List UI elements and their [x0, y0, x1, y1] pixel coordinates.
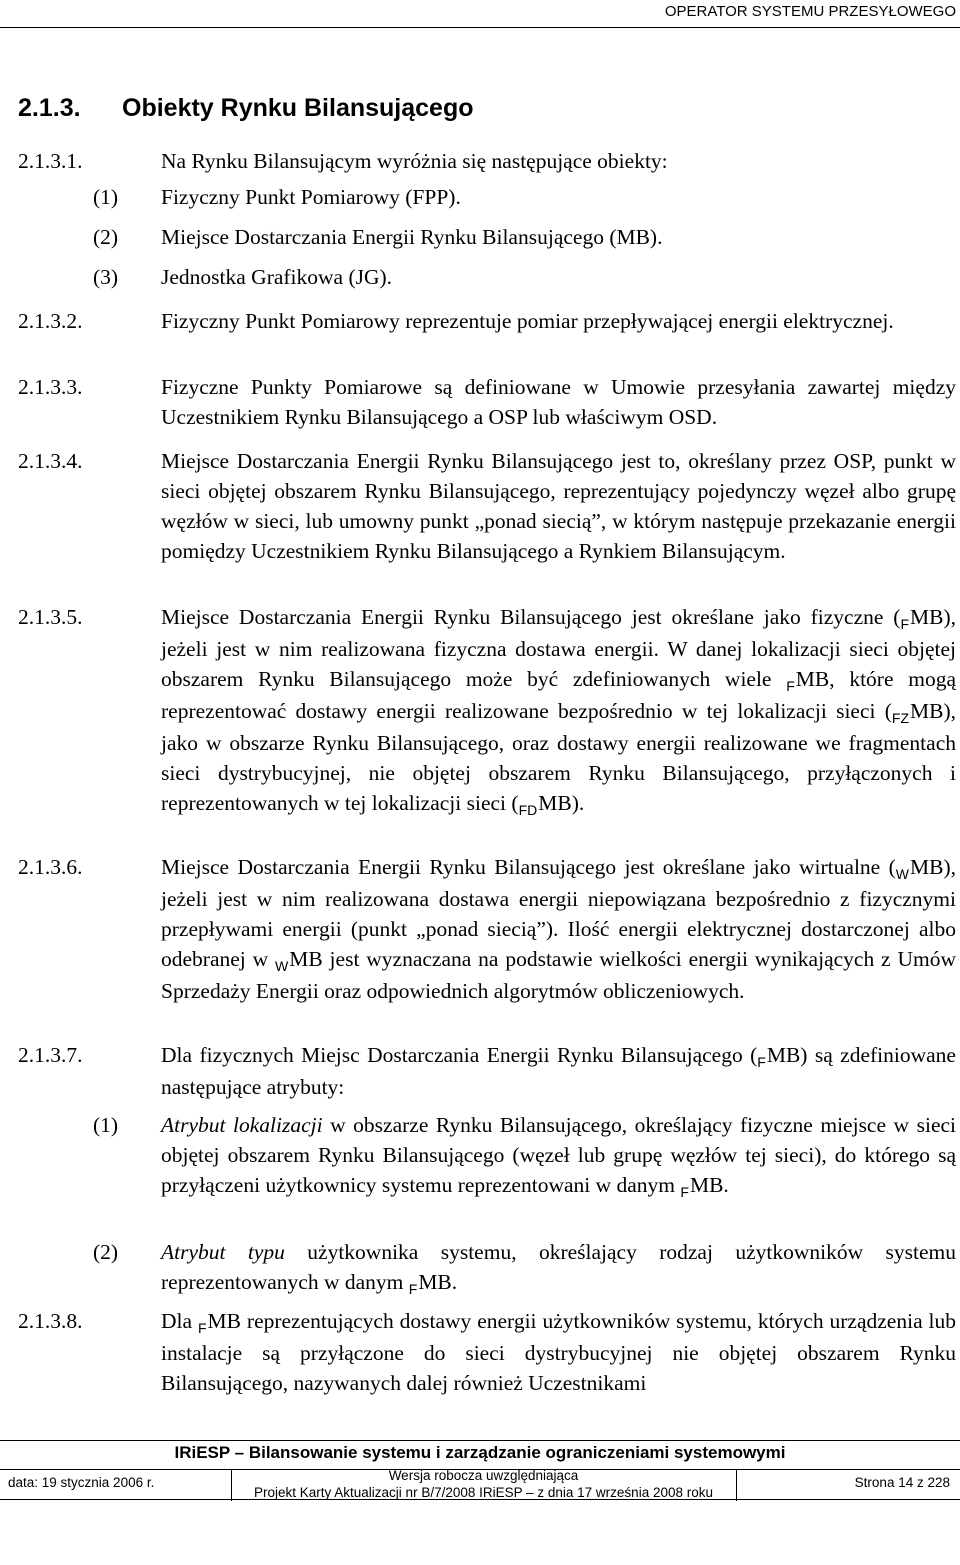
paragraph-number: 2.1.3.1.	[18, 149, 83, 173]
list-item-2	[18, 222, 956, 252]
footer-title: IRiESP – Bilansowanie systemu i zarządzanie ograniczeniami systemowymi	[174, 1443, 786, 1462]
list-item-text: Fizyczny Punkt Pomiarowy (FPP).	[161, 185, 461, 209]
text-run: MB.	[689, 1173, 729, 1197]
list-item-number: (1)	[93, 1113, 119, 1137]
header-title: OPERATOR SYSTEMU PRZESYŁOWEGO	[664, 3, 956, 20]
text-run: MB), jako w obszarze Rynku Bilansującego, oraz dostawy energii realizowane we fragmentach sieci dystrybucyjnej, nie objętej obszarem Rynku Bilansującego, przyłączonych i reprezentowanych w tej lokalizacji sieci (	[161, 699, 956, 815]
subscript: W	[895, 866, 909, 882]
subscript: F	[757, 1054, 766, 1070]
paragraph-2-1-3-5	[18, 602, 956, 820]
text-run: Miejsce Dostarczania Energii Rynku Bilansującego jest określane jako wirtualne (	[161, 855, 896, 879]
list-item-number: (1)	[93, 185, 119, 209]
paragraph-2-1-3-1	[18, 146, 956, 176]
paragraph-text: Na Rynku Bilansującym wyróżnia się następujące obiekty:	[161, 149, 668, 173]
paragraph-2-1-3-2	[18, 306, 956, 336]
text-run: Dla fizycznych Miejsc Dostarczania Energii Rynku Bilansującego (	[161, 1043, 758, 1067]
attribute-item-2	[18, 1237, 956, 1299]
attribute-item-1	[18, 1110, 956, 1202]
text-run: Dla	[161, 1309, 198, 1333]
emphasis: Atrybut typu	[161, 1240, 285, 1264]
footer-date: data: 19 stycznia 2006 r.	[8, 1475, 155, 1490]
paragraph-2-1-3-6	[18, 852, 956, 1006]
paragraph-text	[161, 1040, 956, 1102]
paragraph-2-1-3-7	[18, 1040, 956, 1102]
subscript: F	[197, 1320, 207, 1336]
paragraph-2-1-3-4	[18, 446, 956, 566]
footer-page-number: Strona 14 z 228	[854, 1475, 950, 1490]
list-item-number: (2)	[93, 225, 119, 249]
subscript: FZ	[891, 710, 909, 726]
subscript: F	[786, 678, 795, 694]
paragraph-text: Fizyczny Punkt Pomiarowy reprezentuje pomiar przepływającej energii elektrycznej.	[161, 309, 894, 333]
footer-divider	[231, 1469, 232, 1501]
paragraph-number: 2.1.3.6.	[18, 855, 83, 879]
paragraph-number: 2.1.3.5.	[18, 605, 83, 629]
footer-version-line: Projekt Karty Aktualizacji nr B/7/2008 IRiESP – z dnia 17 września 2008 roku	[254, 1485, 713, 1500]
list-item-number: (3)	[93, 265, 119, 289]
subscript: FD	[518, 802, 538, 818]
footer-version	[236, 1467, 731, 1501]
footer-version-line: Wersja robocza uwzględniająca	[388, 1468, 579, 1483]
paragraph-text	[161, 1306, 956, 1398]
paragraph-number: 2.1.3.2.	[18, 309, 83, 333]
text-run: Miejsce Dostarczania Energii Rynku Bilansującego jest określane jako fizyczne (	[161, 605, 901, 629]
text-run: MB jest wyznaczana na podstawie wielkości energii wynikających z Umów Sprzedaży Energii oraz odpowiednich algorytmów obliczeniowych.	[161, 947, 956, 1003]
subscript: F	[680, 1184, 689, 1200]
paragraph-number: 2.1.3.4.	[18, 449, 83, 473]
subscript: F	[900, 616, 909, 632]
paragraph-text: Miejsce Dostarczania Energii Rynku Bilansującego jest to, określany przez OSP, punkt w sieci objętej obszarem Rynku Bilansującego, reprezentujący pojedynczy węzeł albo grupę węzłów w sieci, lub umowny punkt „ponad siecią”, w którym następuje przekazanie energii pomiędzy Uczestnikiem Rynku Bilansującego a Rynkiem Bilansującym.	[161, 449, 956, 563]
page-footer	[0, 1440, 960, 1500]
subscript: F	[408, 1281, 418, 1297]
text-run: MB, które mogą reprezentować dostawy energii realizowane bezpośrednio w tej lokalizacji sieci (	[161, 667, 956, 723]
text-run: MB).	[538, 791, 585, 815]
paragraph-text: Fizyczne Punkty Pomiarowe są definiowane w Umowie przesyłania zawartej między Uczestnikiem Rynku Bilansującego a OSP lub właściwym OSD.	[161, 375, 956, 429]
list-item-text	[161, 1110, 956, 1202]
text-run: MB reprezentujących dostawy energii użytkowników systemu, których urządzenia lub instalacje są przyłączone do sieci dystrybucyjnej nie objętej obszarem Rynku Bilansującego, nazywanych dalej również Uczestnikami	[161, 1309, 957, 1395]
paragraph-2-1-3-3	[18, 372, 956, 432]
text-run: MB), jeżeli jest w nim realizowana fizyczna dostawa energii. W danej lokalizacji sieci objętej obszarem Rynku Bilansującego może być zdefiniowanych wiele	[161, 605, 956, 691]
text-run: w obszarze Rynku Bilansującego, określający fizyczne miejsce w sieci objętej obszarem Rynku Bilansującego (węzeł lub grupę węzłów tej sieci), do którego są przyłączeni użytkownicy systemu reprezentowani w danym	[161, 1113, 956, 1197]
text-run: MB) są zdefiniowane następujące atrybuty:	[161, 1043, 956, 1099]
text-run: użytkownika systemu, określający rodzaj użytkowników systemu reprezentowanych w danym	[161, 1240, 956, 1294]
paragraph-number: 2.1.3.8.	[18, 1309, 83, 1333]
list-item-3	[18, 262, 956, 292]
paragraph-text	[161, 852, 956, 1006]
list-item-text: Jednostka Grafikowa (JG).	[161, 265, 393, 289]
emphasis: Atrybut lokalizacji	[161, 1113, 323, 1137]
paragraph-text	[161, 602, 956, 820]
section-number: 2.1.3.	[18, 94, 81, 122]
text-run: MB.	[418, 1270, 458, 1294]
paragraph-2-1-3-8	[18, 1306, 956, 1398]
list-item-text	[161, 1237, 956, 1299]
page-header	[0, 0, 960, 28]
paragraph-number: 2.1.3.7.	[18, 1043, 83, 1067]
list-item-text: Miejsce Dostarczania Energii Rynku Bilansującego (MB).	[161, 225, 663, 249]
footer-divider	[736, 1469, 737, 1501]
list-item-number: (2)	[93, 1240, 119, 1264]
section-heading	[18, 94, 474, 123]
subscript: W	[275, 958, 289, 974]
list-item-1	[18, 182, 956, 212]
section-title: Obiekty Rynku Bilansującego	[122, 94, 474, 122]
text-run: MB), jeżeli jest w nim realizowana dostawa energii niepowiązana bezpośrednio z fizycznymi przepływami energii (punkt „ponad siecią”). Ilość energii elektrycznej dostarczonej albo odebranej w	[161, 855, 956, 971]
paragraph-number: 2.1.3.3.	[18, 375, 83, 399]
